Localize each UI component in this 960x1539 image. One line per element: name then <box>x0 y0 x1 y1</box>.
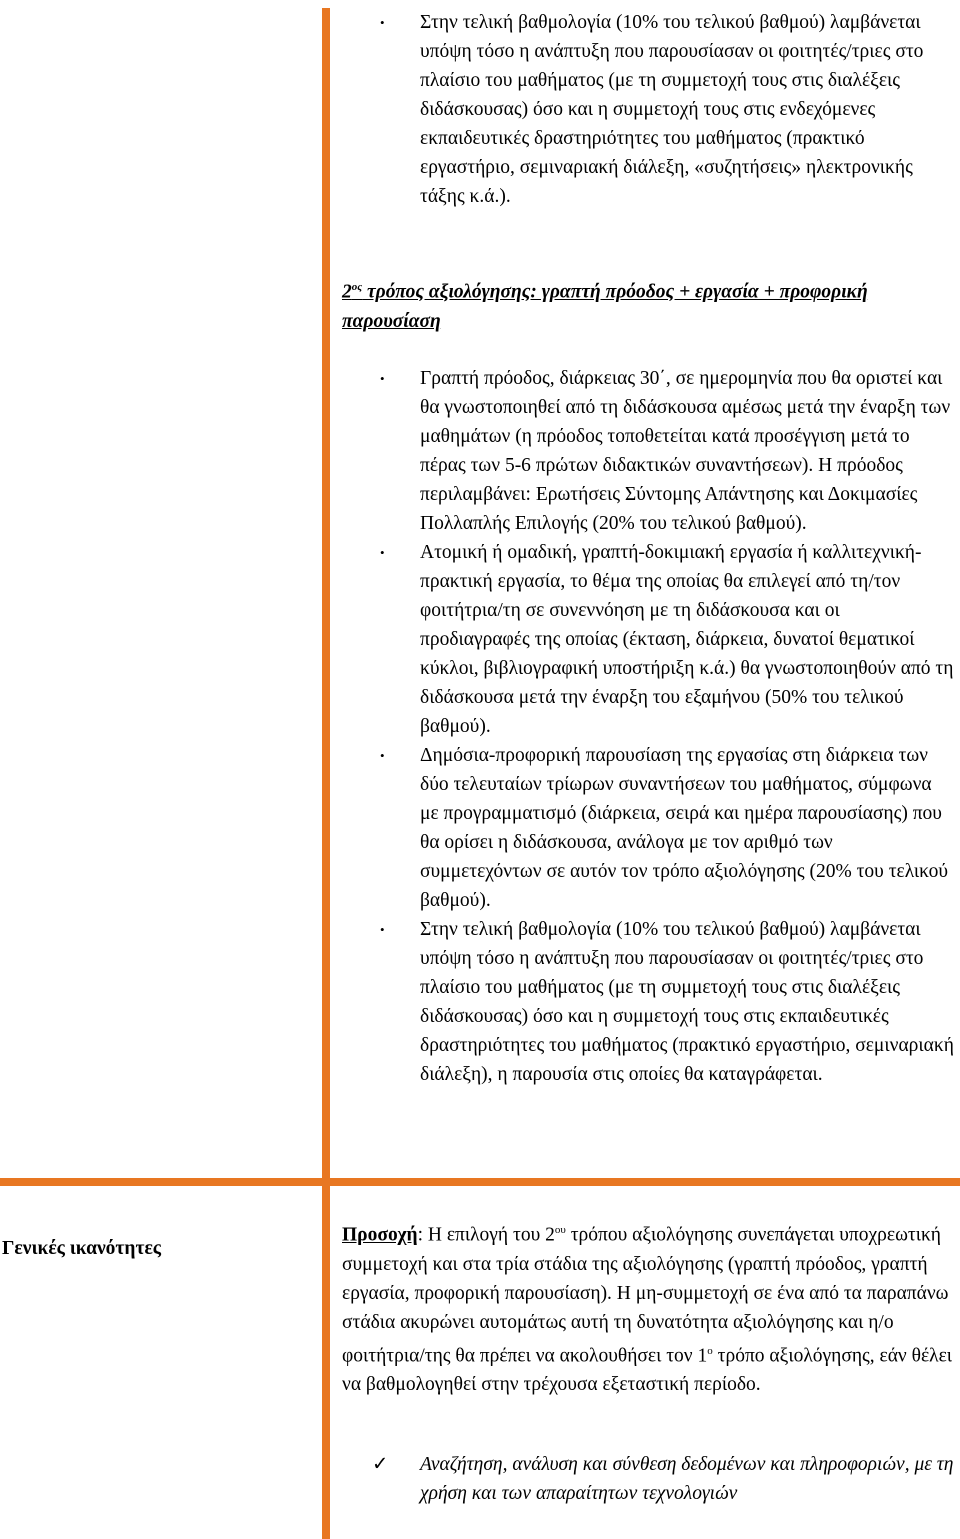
column-divider-vertical <box>322 8 330 1178</box>
skills-section <box>342 1450 954 1508</box>
list-item-text: Στην τελική βαθμολογία (10% του τελικού βαθμού) λαμβάνεται υπόψη τόσο η ανάπτυξη που παρουσίασαν οι φοιτητές/τριες στο πλαίσιο του μαθήματος (με τη συμμετοχή τους στις διαλέξεις διδάσκουσας) όσο και η συμμετοχή τους στις εκπαιδευτικές δραστηριότητες του μαθήματος (πρακτικό εργαστήριο, σεμιναριακή διάλεξη), η παρουσία στις οποίες θα καταγράφεται. <box>420 919 954 1085</box>
list-item <box>342 915 954 1089</box>
list-item <box>342 364 954 538</box>
checkmark-icon: ✓ <box>372 1454 389 1475</box>
note-part2: τρόπου αξιολόγησης συνεπάγεται υποχρεωτική συμμετοχή και στα τρία στάδια της αξιολόγησης (γραπτή πρόοδος, γραπτή εργασία, προφορική παρουσίαση). Η μη-συμμετοχή σε ένα από τα παραπάνω στάδια ακυρώνει αυτομάτως αυτή τη δυνατότητα αξιολόγησης και η/ο φοιτήτρια/της θα πρέπει να ακολουθήσει τον 1 <box>342 1224 949 1366</box>
method2-bullet-list <box>342 364 954 1089</box>
note-sup2: ο <box>707 1344 713 1357</box>
bullet-icon: • <box>380 371 385 386</box>
method2-title: τρόπος αξιολόγησης: γραπτή πρόοδος + εργασία + προφορική παρουσίαση <box>342 281 868 332</box>
list-item <box>342 741 954 915</box>
bullet-icon: • <box>380 15 385 30</box>
list-item-text: Αναζήτηση, ανάλυση και σύνθεση δεδομένων και πληροφοριών, με τη χρήση και των απαραίτητων τεχνολογιών <box>420 1454 954 1504</box>
column-divider-vertical-lower <box>322 1186 330 1539</box>
note-part3: τρόπο αξιολόγησης, εάν θέλει να βαθμολογηθεί στην τρέχουσα εξεταστική περίοδο. <box>342 1345 953 1395</box>
top-bullet-section <box>342 8 954 211</box>
bullet-icon: • <box>380 922 385 937</box>
list-item <box>342 8 954 211</box>
method2-number: 2 <box>342 281 352 303</box>
list-item-text: Δημόσια-προφορική παρουσίαση της εργασίας στη διάρκεια των δύο τελευταίων τρίωρων συναντήσεων του μαθήματος, σύμφωνα με προγραμματισμό (διάρκεια, σειρά και ημέρα παρουσίασης) που θα ορίσει η διδάσκουσα, ανάλογα με τον αριθμό των συμμετεχόντων σε αυτόν τον τρόπο αξιολόγησης (20% του τελικού βαθμού). <box>420 745 948 911</box>
note-sup1: ου <box>554 1224 566 1236</box>
method2-bullet-section <box>342 364 954 1089</box>
note-part1: : Η επιλογή του 2 <box>417 1224 555 1246</box>
row-divider-horizontal <box>0 1178 960 1186</box>
general-skills-label: Γενικές ικανότητες <box>2 1238 162 1259</box>
list-item-text: Γραπτή πρόοδος, διάρκειας 30΄, σε ημερομηνία που θα οριστεί και θα γνωστοποιηθεί από τη διδάσκουσα αμέσως μετά την έναρξη των μαθημάτων (η πρόοδος τοποθετείται κατά προσέγγιση μετά το πέρας των 5-6 πρώτων διδακτικών συναντήσεων). Η πρόοδος περιλαμβάνει: Ερωτήσεις Σύντομης Απάντησης και Δοκιμασίες Πολλαπλής Επιλογής (20% του τελικού βαθμού). <box>420 368 951 534</box>
top-bullet-list <box>342 8 954 211</box>
note-paragraph <box>342 1216 954 1399</box>
skills-list <box>342 1450 954 1508</box>
list-item <box>342 538 954 741</box>
method2-heading <box>342 273 954 336</box>
list-item <box>342 1450 954 1508</box>
list-item-text: Ατομική ή ομαδική, γραπτή-δοκιμιακή εργασία ή καλλιτεχνική-πρακτική εργασία, το θέμα της οποίας θα επιλεγεί από τη/τον φοιτήτρια/τη σε συνεννόηση με τη διδάσκουσα και οι προδιαγραφές της οποίας (έκταση, διάρκεια, δυνατοί θεματικοί κύκλοι, βιβλιογραφική υποστήριξη κ.ά.) θα γνωστοποιηθούν από τη διδάσκουσα μετά την έναρξη του εξαμήνου (50% του τελικού βαθμού). <box>420 542 954 737</box>
bullet-icon: • <box>380 545 385 560</box>
method2-sup: ος <box>351 281 363 293</box>
bullet-icon: • <box>380 748 385 763</box>
list-item-text: Στην τελική βαθμολογία (10% του τελικού βαθμού) λαμβάνεται υπόψη τόσο η ανάπτυξη που παρουσίασαν οι φοιτητές/τριες στο πλαίσιο του μαθήματος (με τη συμμετοχή τους στις διαλέξεις διδάσκουσας) όσο και η συμμετοχή τους στις ενδεχόμενες εκπαιδευτικές δραστηριότητες του μαθήματος (πρακτικό εργαστήριο, σεμιναριακή διάλεξη, «συζητήσεις» ηλεκτρονικής τάξης κ.ά.). <box>420 12 924 207</box>
note-label: Προσοχή <box>342 1224 418 1246</box>
